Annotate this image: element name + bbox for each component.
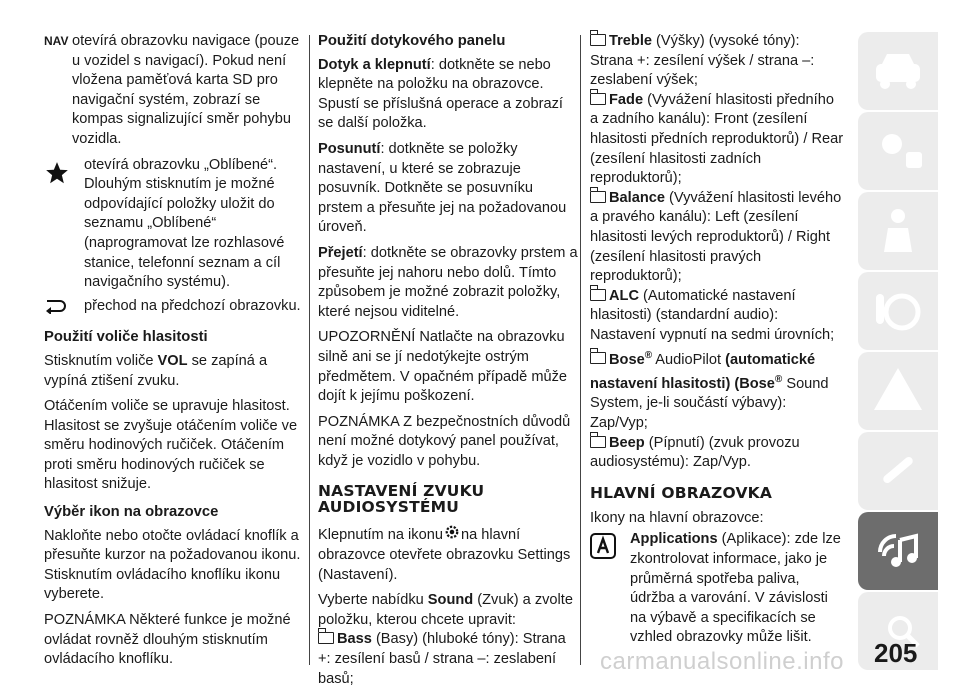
folder-icon [590, 352, 606, 364]
steering-wheel-icon [870, 282, 926, 338]
tab-maintenance[interactable] [858, 432, 938, 510]
folder-icon [318, 632, 334, 644]
star-text: otevírá obrazovku „Oblíbené“. Dlouhým stisknutím je možné odpovídající položky uložit do seznamu „Oblíbené“ (naprogramovat lze rozhlasové stanice, telefonní seznam a cíl navigačního systému). [84, 156, 285, 291]
nav-text: otevírá obrazovku navigace (pouze u vozidel s navigací). Pokud není vložena paměťová karta SD pro navigační systém, zobrazí se kompas signalizující směr pohybu vozidla. [72, 33, 300, 147]
balance-item: Balance (Vyvážení hlasitosti levého a pravého kanálu): Left (zesílení hlasitosti levých reproduktorů) / Right (zesílení hlasitosti pravých reproduktorů); [590, 189, 842, 285]
warning-paragraph: UPOZORNĚNÍ Natlačte na obrazovku silně ani se jí nedotýkejte ostrým předmětem. V opačném případě může dojít k jejímu poškození. [318, 329, 568, 405]
main-screen-title: HLAVNÍ OBRAZOVKA [590, 483, 773, 502]
folder-icon [590, 289, 606, 301]
back-text: přechod na předchozí obrazovku. [84, 297, 301, 314]
note-paragraph: POZNÁMKA Z bezpečnostních důvodů není možné dotykový panel používat, když je vozidlo v pohybu. [318, 413, 571, 469]
warning-triangle-icon [870, 362, 926, 418]
settings-gear-icon [443, 523, 461, 541]
multimedia-icon [870, 522, 926, 578]
column-divider-2 [580, 35, 581, 665]
scroll-paragraph: Posunutí: dotkněte se položky nastavení, u které se zobrazuje posuvník. Dotkněte se posuvníku prstem a přesuňte jej na požadovanou úroveň. [318, 140, 567, 236]
watermark: carmanualsonline.info [600, 648, 844, 675]
column-1 [44, 32, 306, 676]
tab-safety[interactable] [858, 192, 938, 270]
sound-paragraph-1: Klepnutím na ikonu na hlavní obrazovce otevřete obrazovku Settings (Nastavení). [318, 523, 580, 585]
page-number: 205 [874, 638, 918, 668]
applications-icon [590, 533, 616, 559]
touch-panel-heading: Použití dotykového panelu [318, 33, 506, 49]
tab-lights[interactable] [858, 112, 938, 190]
nav-key: NAV [44, 34, 69, 48]
back-arrow-icon [44, 298, 68, 314]
column-3 [590, 32, 846, 648]
icon-select-note: POZNÁMKA Některé funkce je možné ovládat rovněž dlouhým stisknutím ovládacího knoflíku. [44, 612, 291, 668]
beep-item: Beep (Pípnutí) (zvuk provozu audiosystému): Zap/Vyp. [590, 434, 800, 471]
nav-entry [44, 32, 306, 150]
folder-icon [590, 93, 606, 105]
tab-vehicle[interactable] [858, 32, 938, 110]
sound-settings-title: NASTAVENÍ ZVUKU AUDIOSYSTÉMU [318, 482, 485, 517]
column-2 [318, 32, 580, 695]
tab-driving[interactable] [858, 272, 938, 350]
back-entry [44, 297, 306, 321]
folder-icon [590, 34, 606, 46]
sound-paragraph-2: Vyberte nabídku Sound (Zvuk) a zvolte položku, kterou chcete upravit: Bass (Basy) (hluboké tóny): Strana +: zesílení basů / strana –: zeslabení basů; [318, 592, 573, 687]
vol-heading: Použití voliče hlasitosti [44, 329, 208, 346]
icon-select-heading: Výběr ikon na obrazovce [44, 504, 219, 521]
star-entry [44, 156, 306, 293]
seatbelt-icon [870, 202, 926, 258]
swipe-paragraph: Přejetí: dotkněte se obrazovky prstem a přesuňte jej nahoru nebo dolů. Tímto způsobem je možné zobrazit položky, které nejsou viditelné. [318, 244, 578, 320]
vol-paragraph-2: Otáčením voliče se upravuje hlasitost. Hlasitost se zvyšuje otáčením voliče ve směru hodinových ručiček. Otáčením proti směru hodinových ručiček se hlasitost snižuje. [44, 398, 298, 493]
fade-item: Fade (Vyvážení hlasitosti předního a zadního kanálu): Front (zesílení hlasitosti předních reproduktorů) / Rear (zesílení hlasitosti zadních reproduktorů); [590, 91, 844, 187]
tap-paragraph: Dotyk a klepnutí: dotkněte se nebo klepněte na položku na obrazovce. Spustí se příslušná operace a zobrazí se další položka. [318, 56, 563, 132]
applications-entry: Applications (Aplikace): zde lze zkontrolovat informace, jako je průměrná spotřeba paliva, údržba a varování. V závislosti na výbavě a specifikacích se vzhled obrazovky může lišit. [590, 530, 846, 648]
main-screen-intro: Ikony na hlavní obrazovce: [590, 509, 764, 526]
tab-warnings[interactable] [858, 352, 938, 430]
lights-icon [870, 122, 926, 178]
wrench-icon [870, 442, 926, 498]
folder-icon [590, 191, 606, 203]
column-divider-1 [309, 35, 310, 665]
bose-item: Bose® AudioPilot (automatické nastavení hlasitosti) (Bose® Sound System, je-li součástí výbavy): Zap/Vyp; [590, 349, 829, 431]
star-icon [44, 160, 70, 186]
tab-multimedia[interactable] [858, 512, 938, 590]
alc-item: ALC (Automatické nastavení hlasitosti) (standardní audio): Nastavení vypnutí na sedmi úrovních; [590, 287, 835, 343]
car-icon [870, 42, 926, 98]
vol-paragraph-1: Stisknutím voliče VOL se zapíná a vypíná ztišení zvuku. [44, 352, 268, 389]
treble-item: Treble (Výšky) (vysoké tóny): Strana +: zesílení výšek / strana –: zeslabení výšek; [590, 33, 815, 89]
folder-icon [590, 436, 606, 448]
icon-select-paragraph: Nakloňte nebo otočte ovládací knoflík a přesuňte kurzor na požadovanou ikonu. Stisknutím ovládacího knoflíku ikonu vyberete. [44, 527, 301, 603]
